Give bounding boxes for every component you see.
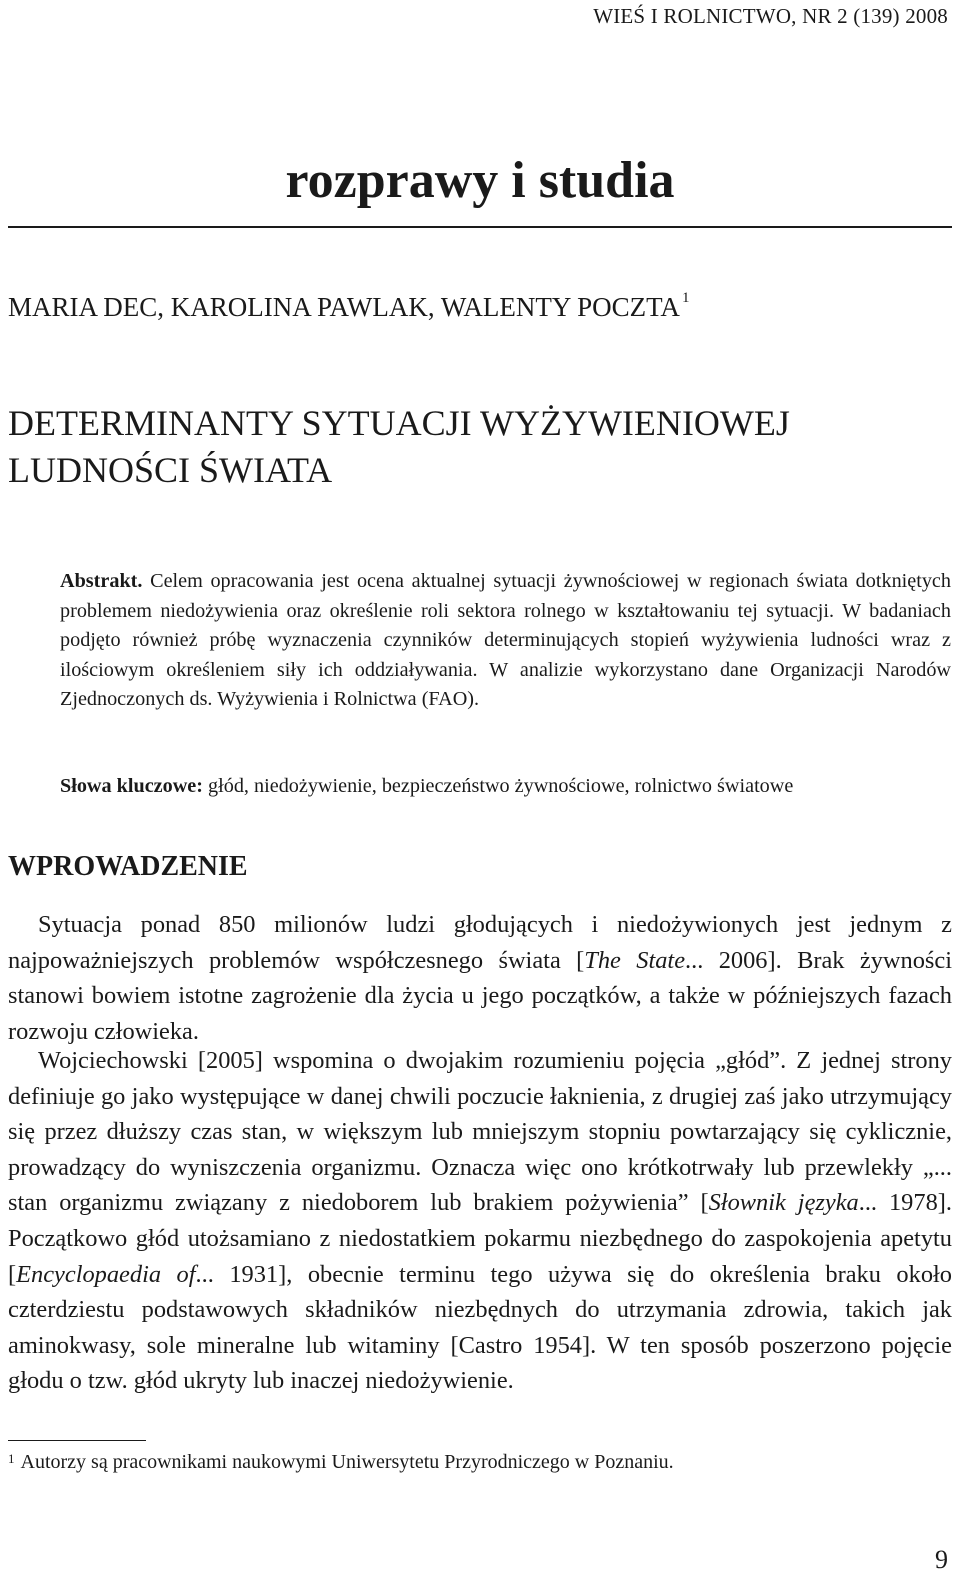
keywords-text: głód, niedożywienie, bezpieczeństwo żywnościowe, rolnictwo światowe xyxy=(203,775,794,797)
keywords xyxy=(60,772,951,802)
p2-text-c: ... 1931], obecnie terminu tego używa się do określenia braku około czterdziestu podstawowych składników niezbędnych do utrzymania zdrowia, takich jak aminokwasy, sole mineralne lub witaminy [Castro 1954]. W ten sposób poszerzono pojęcie głodu o tzw. głód ukryty lub inaczej niedożywienie. xyxy=(8,1260,952,1395)
p1-ref: The State xyxy=(584,946,686,974)
p2-ref-2: Encyclopaedia of xyxy=(16,1260,196,1288)
intro-paragraph-2 xyxy=(8,1043,952,1399)
p2-ref-1: Słownik języka xyxy=(708,1189,859,1217)
abstract xyxy=(60,567,951,715)
page-number: 9 xyxy=(935,1545,948,1574)
keywords-label: Słowa kluczowe: xyxy=(60,775,203,797)
article-title-line-2: LUDNOŚCI ŚWIATA xyxy=(8,450,333,490)
abstract-text: Celem opracowania jest ocena aktualnej sytuacji żywnościowej w regionach świata dotkniętych problemem niedożywienia oraz określenie roli sektora rolnego w kształtowaniu tej sytuacji. W badaniach podjęto również próbę wyznaczenia czynników determinujących stopień wyżywienia ludności wraz z ilościowym określeniem siły ich oddziaływania. W analizie wykorzystano dane Organizacji Narodów Zjednoczonych ds. Wyżywienia i Rolnictwa (FAO). xyxy=(60,570,951,710)
authors-names: MARIA DEC, KAROLINA PAWLAK, WALENTY POCZTA xyxy=(8,292,680,322)
authors xyxy=(8,292,689,323)
article-title xyxy=(8,400,790,494)
journal-header: WIEŚ I ROLNICTWO, NR 2 (139) 2008 xyxy=(593,4,948,28)
intro-paragraph-1 xyxy=(8,907,952,1049)
section-divider xyxy=(8,226,952,228)
p2-text-a: Wojciechowski [2005] wspomina o dwojakim rozumieniu pojęcia „głód”. Z jednej strony definiuje go jako występujące w danej chwili poczucie łaknienia, z drugiej zaś jako utrzymujący się przez dłuższy czas stan, w większym lub mniejszym stopniu powtarzający się cyklicznie, prowadzący do wyniszczenia organizmu. Oznacza więc ono krótkotrwały lub przewlekły „... stan organizmu związany z niedoborem lub brakiem pożywienia” [ xyxy=(8,1047,952,1217)
article-title-line-1: DETERMINANTY SYTUACJI WYŻYWIENIOWEJ xyxy=(8,403,790,443)
p2-text-b: ... 1978]. Początkowo głód utożsamiano z niedostatkiem pokarmu niezbędnego do zaspokojenia apetytu [ xyxy=(8,1189,952,1288)
p1-text-a: Sytuacja ponad 850 milionów ludzi głodujących i niedożywionych jest jednym z najpoważniejszych problemów współczesnego świata [ xyxy=(8,911,952,974)
intro-heading: WPROWADZENIE xyxy=(8,851,248,882)
footnote-divider xyxy=(8,1440,146,1441)
footnote-mark: 1 xyxy=(8,1451,15,1466)
authors-footnote-mark: 1 xyxy=(681,290,690,306)
footnote-text: Autorzy są pracownikami naukowymi Uniwersytetu Przyrodniczego w Poznaniu. xyxy=(20,1451,674,1473)
footnote xyxy=(8,1451,674,1474)
section-title: rozprawy i studia xyxy=(285,152,675,209)
p1-text-b: ... 2006]. Brak żywności stanowi bowiem istotne zagrożenie dla życia u jego początków, a także w późniejszych fazach rozwoju człowieka. xyxy=(8,946,953,1045)
abstract-label: Abstrakt. xyxy=(60,570,143,592)
